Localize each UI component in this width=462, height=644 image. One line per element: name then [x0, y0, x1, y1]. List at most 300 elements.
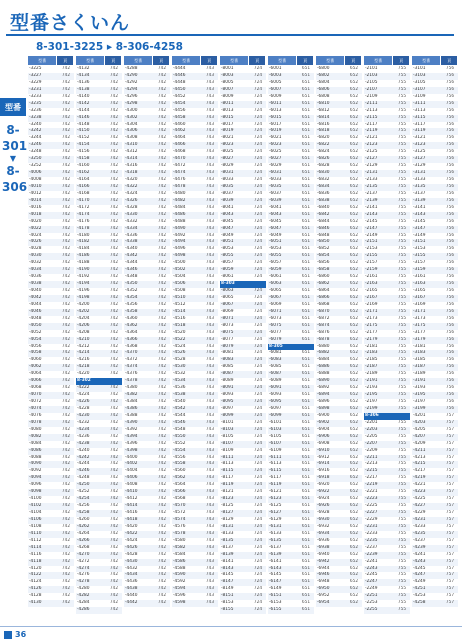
- part-number: -3183: [413, 350, 426, 356]
- part-number: -4424: [125, 537, 138, 543]
- page-ref: 743: [205, 197, 215, 203]
- part-number: -6149: [269, 586, 282, 592]
- part-number: -4243: [413, 558, 426, 564]
- table-row: [172, 302, 218, 309]
- page-ref: 743: [205, 537, 215, 543]
- part-number: -4282: [77, 593, 90, 599]
- table-row: [364, 572, 410, 579]
- part-number: -4502: [173, 267, 186, 273]
- table-row: [172, 517, 218, 524]
- page-ref: 724: [253, 385, 263, 391]
- table-row: [172, 122, 218, 129]
- page-ref: 742: [109, 433, 119, 439]
- table-row: [124, 392, 170, 399]
- page-ref: 651: [301, 447, 311, 453]
- part-number: -6858: [317, 267, 330, 273]
- part-number: -4219: [413, 475, 426, 481]
- page-ref: 651: [301, 537, 311, 543]
- page-ref: 742: [157, 551, 167, 557]
- part-number: -2123: [365, 142, 378, 148]
- table-row: [316, 330, 362, 337]
- table-row: [412, 219, 458, 226]
- page-ref: 755: [397, 294, 407, 300]
- page-ref: 742: [157, 489, 167, 495]
- part-number: -6832: [317, 177, 330, 182]
- part-number: -3235: [29, 100, 42, 106]
- table-row: [172, 149, 218, 156]
- table-row: [412, 233, 458, 240]
- page-ref: 755: [397, 433, 407, 439]
- table-row: [220, 233, 266, 240]
- part-number: -6063: [269, 281, 282, 287]
- page-ref: 742: [157, 211, 167, 217]
- part-number: -6087: [269, 371, 282, 377]
- table-row: [412, 427, 458, 434]
- page-ref: 756: [445, 72, 455, 78]
- table-row: [28, 205, 74, 212]
- page-ref: 755: [397, 281, 407, 287]
- page-ref: 742: [61, 572, 71, 578]
- table-row: [220, 572, 266, 579]
- page-ref: 724: [253, 149, 263, 155]
- part-number: -4048: [29, 315, 42, 321]
- page-ref: 742: [61, 315, 71, 321]
- part-number: -8013: [221, 107, 234, 113]
- page-ref: 755: [397, 177, 407, 182]
- table-row: [316, 545, 362, 552]
- table-row: [268, 115, 314, 122]
- part-number: -4138: [77, 86, 90, 92]
- part-number: -4560: [173, 468, 186, 474]
- part-number: -6828: [317, 163, 330, 169]
- part-number: -4568: [173, 496, 186, 502]
- table-row: [76, 441, 122, 448]
- table-row: [364, 448, 410, 455]
- table-row: [412, 434, 458, 441]
- table-row: [316, 135, 362, 142]
- page-ref: 652: [349, 225, 359, 231]
- page-ref: 724: [253, 399, 263, 404]
- page-ref: 742: [109, 399, 119, 404]
- part-number: -3199: [413, 405, 426, 411]
- page-ref: 651: [301, 516, 311, 522]
- page-ref: 755: [397, 392, 407, 398]
- page-ref: 742: [61, 274, 71, 280]
- page-ref: 756: [445, 322, 455, 328]
- page-ref: 742: [61, 565, 71, 571]
- page-ref: 742: [109, 530, 119, 536]
- table-row: [412, 579, 458, 586]
- page-ref: 652: [349, 399, 359, 404]
- page-ref: 755: [397, 211, 407, 217]
- page-ref: 742: [109, 322, 119, 328]
- page-ref: 652: [349, 468, 359, 474]
- part-number: -3103: [413, 72, 426, 78]
- table-row: [268, 149, 314, 156]
- table-row: [268, 572, 314, 579]
- page-ref: 755: [397, 378, 407, 384]
- part-number: -6838: [317, 197, 330, 203]
- page-ref: 724: [253, 392, 263, 398]
- part-number: -8019: [221, 128, 234, 134]
- page-ref: 742: [109, 419, 119, 425]
- page-ref: 756: [445, 246, 455, 252]
- table-row: [76, 364, 122, 371]
- table-row: [124, 239, 170, 246]
- table-row: [316, 142, 362, 149]
- page-ref: 742: [61, 114, 71, 120]
- table-row: [316, 115, 362, 122]
- page-ref: 742: [61, 100, 71, 106]
- table-row: [268, 468, 314, 475]
- table-row: [316, 510, 362, 517]
- part-number: -4470: [173, 156, 186, 162]
- table-row: [364, 600, 410, 607]
- page-ref: 652: [349, 274, 359, 280]
- page-ref: 742: [157, 170, 167, 176]
- table-row: [316, 461, 362, 468]
- table-row: [124, 538, 170, 545]
- table-row: [316, 73, 362, 80]
- table-row: [316, 371, 362, 378]
- page-ref: 757: [445, 551, 455, 557]
- table-row: [76, 212, 122, 219]
- table-row: [172, 288, 218, 295]
- part-number: -4382: [125, 392, 138, 398]
- page-ref: 652: [349, 385, 359, 391]
- page-ref: 651: [301, 586, 311, 592]
- table-row: [28, 323, 74, 330]
- table-row: [220, 337, 266, 344]
- table-row: [364, 586, 410, 593]
- table-row: [172, 142, 218, 149]
- part-number: -6934: [317, 530, 330, 536]
- part-number: -6119: [269, 482, 282, 488]
- part-number: -2147: [365, 225, 378, 231]
- part-number: -4400: [125, 454, 138, 460]
- page-ref: 743: [205, 364, 215, 370]
- table-row: [220, 357, 266, 364]
- table-row: [172, 461, 218, 468]
- part-number: -4404: [125, 468, 138, 474]
- part-number: -3229: [29, 79, 42, 85]
- part-number: -4124: [29, 579, 42, 585]
- table-row: [28, 579, 74, 586]
- part-number: -4158: [77, 156, 90, 162]
- table-row: [412, 260, 458, 267]
- header-part-number: 型番: [76, 56, 105, 65]
- part-number: -6878: [317, 336, 330, 342]
- part-number: -6884: [317, 357, 330, 363]
- part-number: -6926: [317, 503, 330, 509]
- page-ref: 755: [397, 558, 407, 564]
- page-ref: 652: [349, 149, 359, 155]
- side-range: [2, 122, 28, 195]
- part-number: -4213: [413, 454, 426, 460]
- table-row: [172, 191, 218, 198]
- part-number: -4120: [29, 565, 42, 571]
- table-row: [412, 302, 458, 309]
- table-row: [172, 385, 218, 392]
- table-row: [124, 80, 170, 87]
- table-row: [364, 73, 410, 80]
- page-ref: 742: [109, 107, 119, 113]
- table-row: [268, 191, 314, 198]
- part-number: -8003: [221, 72, 234, 78]
- page-ref: 651: [301, 551, 311, 557]
- page-ref: 742: [157, 79, 167, 85]
- part-number: -2215: [365, 468, 378, 474]
- page-ref: 756: [445, 267, 455, 273]
- part-number: -4026: [29, 239, 42, 245]
- page-ref: 743: [205, 371, 215, 377]
- part-number: -4229: [413, 510, 426, 515]
- page-ref: 755: [397, 489, 407, 495]
- part-number: -4100: [29, 496, 42, 502]
- table-row: [124, 73, 170, 80]
- part-number: -4070: [29, 392, 42, 398]
- part-number: -4256: [77, 503, 90, 509]
- part-number: -2235: [365, 537, 378, 543]
- page-ref: 742: [61, 371, 71, 377]
- page-ref: 743: [205, 329, 215, 335]
- page-ref: 651: [301, 121, 311, 127]
- table-row: [268, 80, 314, 87]
- table-row: [172, 420, 218, 427]
- page-ref: 755: [397, 260, 407, 266]
- table-row: [220, 309, 266, 316]
- table-row: [316, 156, 362, 163]
- section-tag: [76, 378, 122, 385]
- table-row: [412, 246, 458, 253]
- page-ref: 742: [157, 107, 167, 113]
- page-ref: 755: [397, 232, 407, 238]
- table-row: [124, 552, 170, 559]
- page-ref: 742: [109, 461, 119, 467]
- part-number: -8077: [221, 336, 234, 342]
- page-ref: 757: [445, 565, 455, 571]
- header-part-number: 型番: [268, 56, 297, 65]
- page-ref: 652: [349, 357, 359, 363]
- part-number: -8017: [221, 121, 234, 127]
- page-ref: 742: [109, 586, 119, 592]
- page-ref: 724: [253, 371, 263, 377]
- part-number: -4268: [77, 544, 90, 550]
- table-row: [316, 149, 362, 156]
- page-ref: 755: [397, 66, 407, 71]
- page-ref: 756: [445, 371, 455, 377]
- page-ref: 652: [349, 537, 359, 543]
- table-row: [316, 559, 362, 566]
- header-page: 頁: [441, 56, 458, 65]
- part-number: -2223: [365, 496, 378, 502]
- table-row: [412, 108, 458, 115]
- part-number: -4366: [125, 336, 138, 342]
- part-number: -6117: [269, 475, 282, 481]
- table-row: [316, 198, 362, 205]
- table-row: [172, 364, 218, 371]
- page-ref: 652: [349, 440, 359, 446]
- page-ref: 652: [349, 86, 359, 92]
- page-ref: 652: [349, 371, 359, 377]
- part-number: -2173: [365, 315, 378, 321]
- page-ref: 742: [157, 267, 167, 273]
- table-row: [124, 219, 170, 226]
- page-ref: 755: [397, 468, 407, 474]
- table-row: [412, 66, 458, 73]
- part-number: -4460: [173, 121, 186, 127]
- part-number: -4238: [77, 440, 90, 446]
- table-row: [28, 66, 74, 73]
- part-number: -6848: [317, 232, 330, 238]
- page-ref: 742: [109, 510, 119, 515]
- table-row: [124, 566, 170, 573]
- table-row: [316, 239, 362, 246]
- part-number: -8039: [221, 197, 234, 203]
- table-row: [316, 66, 362, 73]
- part-number: -8023: [221, 142, 234, 148]
- page-ref: 755: [397, 183, 407, 189]
- page-ref: 652: [349, 204, 359, 210]
- page-ref: 742: [109, 72, 119, 78]
- page-ref: 724: [253, 482, 263, 488]
- part-number: -4242: [77, 454, 90, 460]
- table-row: [316, 219, 362, 226]
- table-row: [220, 510, 266, 517]
- page-ref: 724: [253, 163, 263, 169]
- part-number: -6009: [269, 93, 282, 99]
- table-row: [28, 371, 74, 378]
- page-ref: 651: [301, 426, 311, 432]
- page-ref: 742: [61, 218, 71, 224]
- page-ref: 757: [445, 468, 455, 474]
- part-number: -4548: [173, 426, 186, 432]
- table-row: [220, 579, 266, 586]
- table-row: [28, 302, 74, 309]
- part-number: -8115: [221, 468, 234, 474]
- table-row: [124, 600, 170, 607]
- part-number: -4050: [29, 322, 42, 328]
- table-row: [268, 281, 314, 288]
- part-number: -6896: [317, 399, 330, 404]
- table-row: [316, 524, 362, 531]
- part-number: -4249: [413, 579, 426, 585]
- table-row: [220, 468, 266, 475]
- table-row: [124, 170, 170, 177]
- page-ref: 742: [109, 267, 119, 273]
- part-number: -4082: [29, 433, 42, 439]
- table-row: [124, 205, 170, 212]
- page-ref: 742: [157, 364, 167, 370]
- page-ref: 651: [301, 260, 311, 266]
- section-tag-label: 8-306: [365, 412, 379, 418]
- footer-divider: [0, 626, 462, 627]
- part-number: -4338: [125, 239, 138, 245]
- part-number: -4166: [77, 183, 90, 189]
- table-row: [412, 80, 458, 87]
- table-row: [364, 295, 410, 302]
- part-number: -4244: [77, 461, 90, 467]
- page-ref: 742: [109, 308, 119, 314]
- table-row: [268, 545, 314, 552]
- part-number: -4384: [125, 399, 138, 404]
- page-ref: 757: [445, 461, 455, 467]
- page-ref: 743: [205, 558, 215, 564]
- page-ref: 755: [397, 100, 407, 106]
- table-row: [412, 253, 458, 260]
- table-row: [124, 267, 170, 274]
- page-ref: 756: [445, 399, 455, 404]
- part-number: -8001: [221, 66, 234, 71]
- table-row: [76, 135, 122, 142]
- page-ref: 756: [445, 364, 455, 370]
- page-ref: 742: [61, 392, 71, 398]
- part-number: -4080: [29, 426, 42, 432]
- part-number: -4290: [125, 72, 138, 78]
- table-row: [316, 323, 362, 330]
- table-row: [28, 101, 74, 108]
- page-ref: 755: [397, 315, 407, 321]
- table-row: [316, 170, 362, 177]
- header-page: 頁: [249, 56, 266, 65]
- part-number: -6031: [269, 170, 282, 176]
- part-number: -4308: [125, 135, 138, 141]
- part-number: -3227: [29, 72, 42, 78]
- table-row: [28, 149, 74, 156]
- page-ref: 651: [301, 322, 311, 328]
- page-ref: 652: [349, 72, 359, 78]
- page-ref: 652: [349, 482, 359, 488]
- page-ref: 742: [109, 544, 119, 550]
- table-row: [412, 226, 458, 233]
- part-number: -4228: [77, 405, 90, 411]
- part-number: -4388: [125, 412, 138, 418]
- part-number: -6033: [269, 177, 282, 182]
- part-number: -4532: [173, 371, 186, 377]
- table-row: [124, 66, 170, 73]
- table-row: [412, 503, 458, 510]
- page-ref: 742: [157, 72, 167, 78]
- part-number: -4344: [125, 260, 138, 266]
- table-row: [268, 510, 314, 517]
- table-row: [124, 441, 170, 448]
- part-number: -3197: [413, 399, 426, 404]
- table-row: [124, 163, 170, 170]
- part-number: -3252: [29, 163, 42, 169]
- table-row: [364, 330, 410, 337]
- index-column: [28, 56, 74, 622]
- page-ref: 755: [397, 607, 407, 613]
- table-row: [412, 142, 458, 149]
- part-number: -6077: [269, 329, 282, 335]
- page-ref: 742: [157, 530, 167, 536]
- page-ref: 742: [109, 177, 119, 182]
- table-row: [220, 364, 266, 371]
- part-number: -8027: [221, 156, 234, 162]
- page-ref: 742: [61, 593, 71, 599]
- table-row: [76, 73, 122, 80]
- part-number: -6037: [269, 190, 282, 196]
- page-ref: 742: [61, 86, 71, 92]
- page-ref: 755: [397, 267, 407, 273]
- table-row: [76, 538, 122, 545]
- table-row: [268, 434, 314, 441]
- part-number: -4096: [29, 482, 42, 488]
- part-number: -4074: [29, 405, 42, 411]
- part-number: -6075: [269, 322, 282, 328]
- part-number: -3177: [413, 329, 426, 335]
- table-row: [28, 586, 74, 593]
